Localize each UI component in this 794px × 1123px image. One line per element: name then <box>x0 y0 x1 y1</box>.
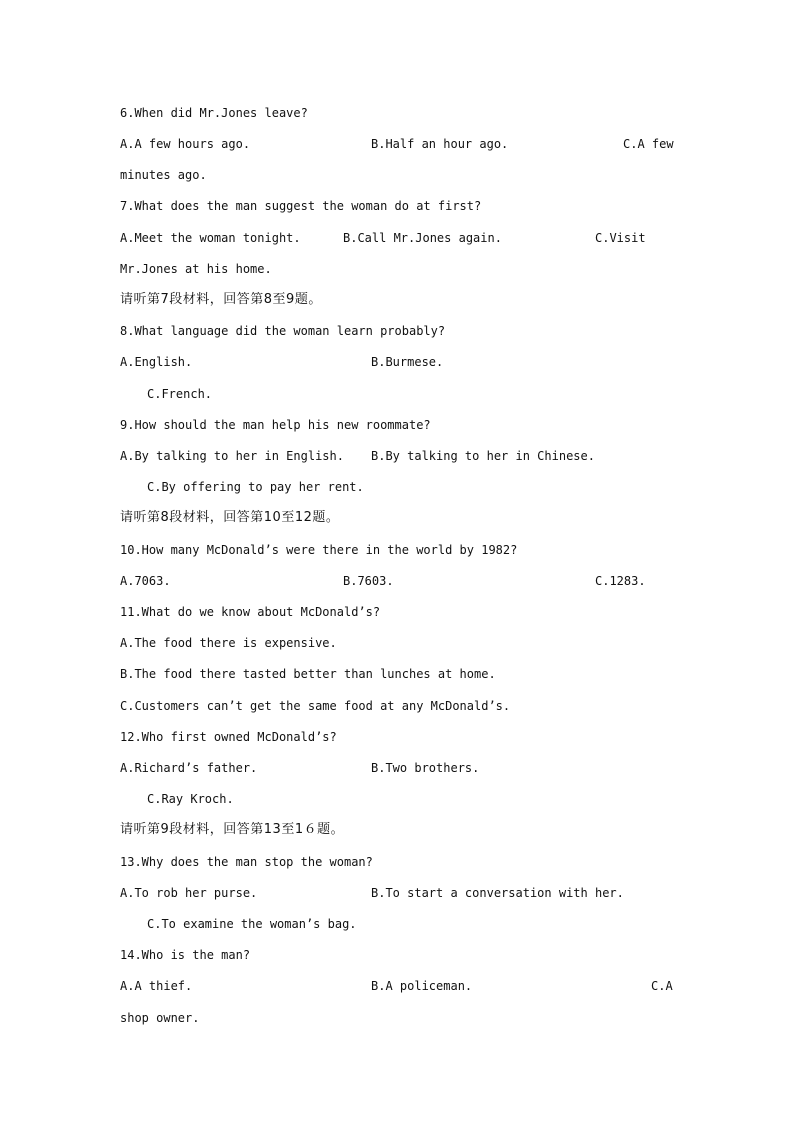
q6-option-b: B.Half an hour ago. <box>371 137 509 151</box>
question-11: 11.What do we know about McDonald’s? <box>120 605 381 619</box>
q14-option-a: A.A thief. <box>120 979 193 993</box>
q8-option-c: C.French. <box>147 387 213 401</box>
q9-option-c: C.By offering to pay her rent. <box>147 480 364 494</box>
q7-option-a: A.Meet the woman tonight. <box>120 231 301 245</box>
q6-option-a: A.A few hours ago. <box>120 137 251 151</box>
question-9: 9.How should the man help his new roommate? <box>120 418 431 432</box>
q12-option-a: A.Richard’s father. <box>120 761 258 775</box>
q9-option-a: A.By talking to her in English. <box>120 449 344 463</box>
question-7: 7.What does the man suggest the woman do at first? <box>120 199 482 213</box>
question-13: 13.Why does the man stop the woman? <box>120 855 373 869</box>
q13-option-b: B.To start a conversation with her. <box>371 886 624 900</box>
q7-option-b: B.Call Mr.Jones again. <box>343 231 502 245</box>
q14-option-c: C.A <box>651 979 673 993</box>
section-heading-8: 请听第8段材料，回答第10至12题。 <box>120 510 340 525</box>
q6-option-c-continued: minutes ago. <box>120 168 207 182</box>
section-heading-9: 请听第9段材料，回答第13至1６题。 <box>120 822 345 837</box>
q7-option-c-continued: Mr.Jones at his home. <box>120 262 272 276</box>
q14-option-c-continued: shop owner. <box>120 1011 200 1025</box>
q14-option-b: B.A policeman. <box>371 979 473 993</box>
question-10: 10.How many McDonald’s were there in the world by 1982? <box>120 543 518 557</box>
q12-option-b: B.Two brothers. <box>371 761 480 775</box>
question-6: 6.When did Mr.Jones leave? <box>120 106 308 120</box>
q6-option-c: C.A few <box>623 137 674 151</box>
question-8: 8.What language did the woman learn probably? <box>120 324 446 338</box>
q12-option-c: C.Ray Kroch. <box>147 792 234 806</box>
question-14: 14.Who is the man? <box>120 948 251 962</box>
question-12: 12.Who first owned McDonald’s? <box>120 730 337 744</box>
section-heading-7: 请听第7段材料，回答第8至9题。 <box>120 292 322 307</box>
q9-option-b: B.By talking to her in Chinese. <box>371 449 595 463</box>
q13-option-c: C.To examine the woman’s bag. <box>147 917 357 931</box>
q10-option-b: B.7603. <box>343 574 394 588</box>
q10-option-a: A.7063. <box>120 574 171 588</box>
q8-option-a: A.English. <box>120 355 193 369</box>
q11-option-c: C.Customers can’t get the same food at any McDonald’s. <box>120 699 511 713</box>
q10-option-c: C.1283. <box>595 574 646 588</box>
q13-option-a: A.To rob her purse. <box>120 886 258 900</box>
q8-option-b: B.Burmese. <box>371 355 444 369</box>
q7-option-c: C.Visit <box>595 231 646 245</box>
q11-option-a: A.The food there is expensive. <box>120 636 337 650</box>
q11-option-b: B.The food there tasted better than lunches at home. <box>120 667 496 681</box>
